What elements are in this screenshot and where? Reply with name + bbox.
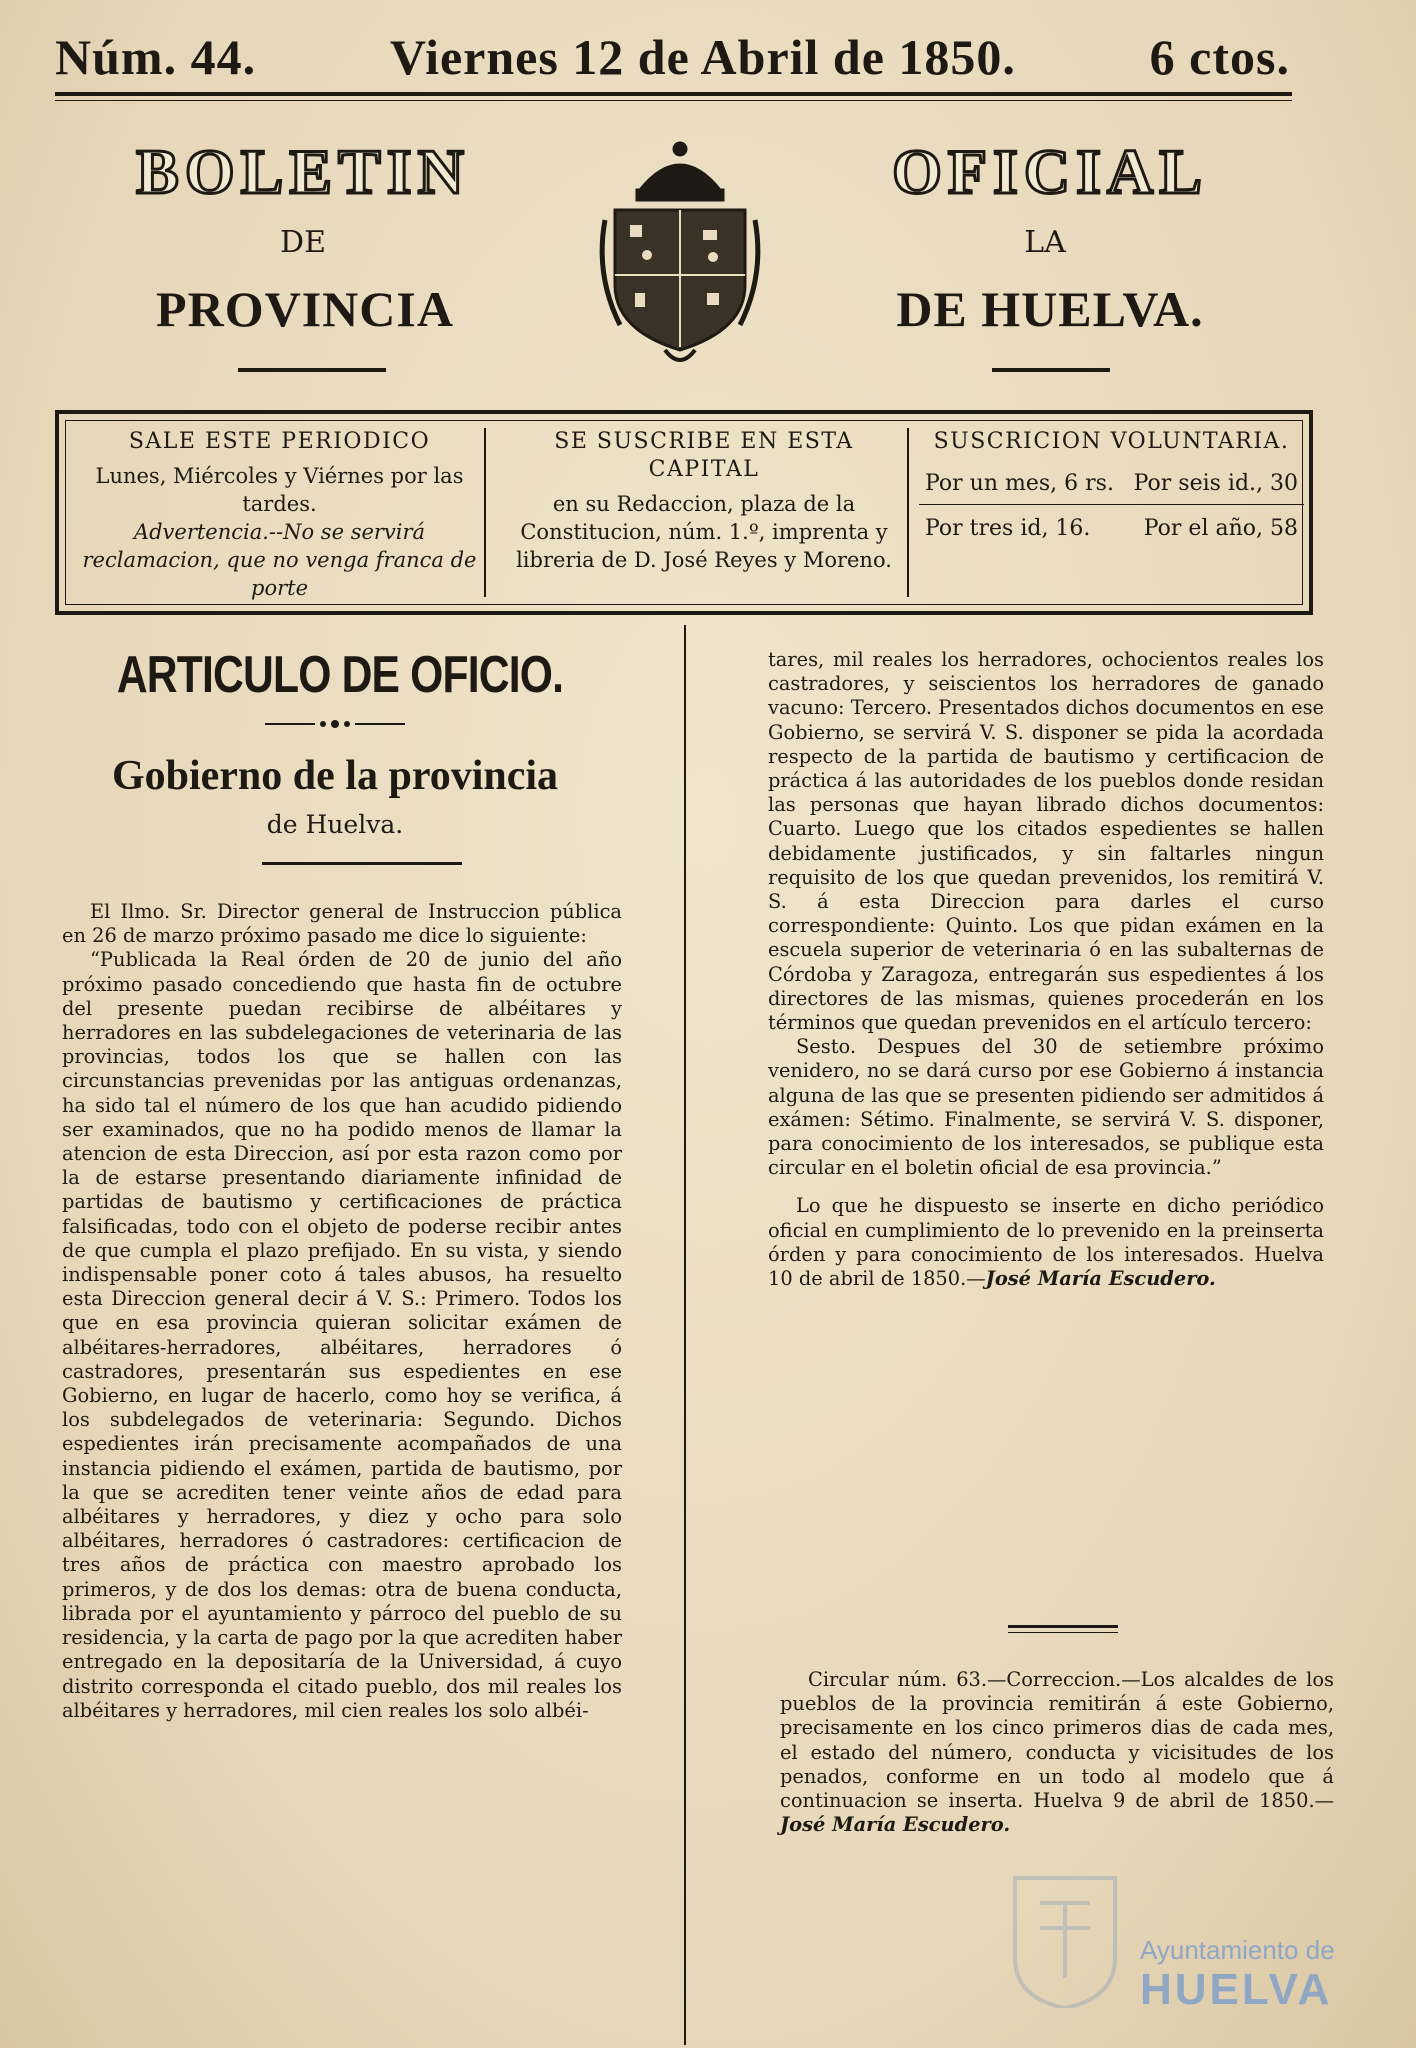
- article-paragraph: El Ilmo. Sr. Director general de Instruccion pública en 26 de marzo próximo pasado me dice lo siguiente:: [62, 900, 622, 948]
- title-oficial: OFICIAL: [892, 136, 1208, 207]
- prices-heading: SUSCRICION VOLUNTARIA.: [933, 429, 1290, 454]
- article-left-column: [62, 900, 622, 1723]
- signature: José María Escudero.: [985, 1267, 1216, 1291]
- article-paragraph: “Publicada la Real órden de 20 de junio del año próximo pasado concediendo que hasta fin de octubre del presente puedan recibirse de albéitares y herradores en las subdelegaciones de veterinaria de las provincias, todos los que se hallen con las circunstancias prevenidas por las antiguas ordenanzas, ha sido tal el número de los que han acudido pidiendo ser examinados, que no ha podido menos de llamar la atencion de esta Direccion, así por esta razon como por la de estarse presentando diariamente infinidad de partidas de bautismo y certificaciones de práctica falsificadas, todo con el objeto de poderse recibir antes de que cumpla el plazo prefijado. En su vista, y siendo indispensable poner coto á tales abusos, ha resuelto esta Direccion general decir á V. S.: Primero. Todos los que en esa provincia quieran solicitar exámen de albéitares-herradores, albéitares, herradores ó castradores, presentarán sus espedientes en ese Gobierno, en lugar de hacerlo, como hoy se verifica, á los subdelegados de veterinaria: Segundo. Dichos espedientes irán precisamente acompañados de una instancia pidiendo el exámen, partida de bautismo, por la que se acrediten tener veinte años de edad para albéitares y herradores, y diez y ocho para solo albéitares, herradores ó castradores: certificacion de tres años de práctica con maestro aprobado los primeros, y de dos los demas: otra de buena conducta, librada por el ayuntamiento y párroco del pueblo de su residencia, y la carta de pago por la que acrediten haber entregado en la depositaría de la Universidad, á cuyo distrito corresponda el citado pueblo, dos mil reales los albéitares y herradores, mil cien reales los solo albéi-: [62, 948, 622, 1722]
- article-paragraph: tares, mil reales los herradores, ochocientos reales los castradores, y seiscientos los herradores de ganado vacuno: Tercero. Presentados dichos documentos en ese Gobierno, se servirá V. S. disponer se pida la acordada respecto de la partida de bautismo y certificacion de práctica á las autoridades de los pueblos donde residan las personas que hayan librado dichos documentos: Cuarto. Luego que los citados espedientes se hallen debidamente justificados, y sin faltarles ningun requisito de los que quedan prevenidos, los remitirá V. S. á esta Direccion para darles el curso correspondiente: Quinto. Los que pidan exámen en la escuela superior de veterinaria ó en las subalternas de Córdoba y Zaragoza, entregarán sus espedientes á los directores de las mismas, quienes procederán en los términos que quedan prevenidos en el artículo tercero:: [768, 648, 1324, 1035]
- title-de: DE: [280, 225, 326, 260]
- publication-schedule: [77, 428, 482, 602]
- issue-price: 6 ctos.: [1149, 29, 1290, 85]
- masthead-rule: [55, 92, 1292, 101]
- box-divider-2: [907, 428, 909, 597]
- schedule-days: Lunes, Miércoles y Viérnes por las tardes.: [95, 464, 464, 516]
- schedule-warning: Advertencia.--No se servirá reclamacion, que no venga franca de porte: [82, 520, 477, 600]
- box-divider-1: [484, 428, 486, 597]
- title-la: LA: [1024, 225, 1066, 260]
- title-boletin: BOLETIN: [136, 136, 470, 207]
- watermark-line-1: Ayuntamiento de: [1140, 1935, 1335, 1965]
- price-divider: [919, 504, 1304, 505]
- place-heading: SE SUSCRIBE EN ESTA CAPITAL: [554, 429, 854, 482]
- heading-rule: [262, 862, 462, 865]
- title-underline-left: [238, 368, 386, 372]
- circular-notice: [780, 1668, 1334, 1837]
- price-three-months: Por tres id, 16.: [925, 516, 1091, 541]
- section-title: ARTICULO DE OFICIO.: [116, 646, 564, 704]
- subscription-place: [504, 428, 904, 574]
- issue-number: Núm. 44.: [55, 29, 257, 85]
- watermark-line-2: HUELVA: [1140, 1965, 1333, 2014]
- title-provincia: PROVINCIA: [156, 281, 454, 337]
- price-six-months: Por seis id., 30: [1133, 471, 1298, 496]
- government-subheading: de Huelva.: [266, 810, 404, 839]
- article-paragraph: Sesto. Despues del 30 de setiembre próximo venidero, no se dará curso por ese Gobierno á instancia alguna de las que se presenten pidiendo ser admitidos á exámen: Sétimo. Finalmente, se servirá V. S. disponer, para conocimiento de los interesados, se publique esta circular en el boletin oficial de esa provincia.”: [768, 1035, 1324, 1180]
- place-text: en su Redaccion, plaza de la Constitucion, núm. 1.º, imprenta y libreria de D. José Reyes y Moreno.: [516, 492, 892, 572]
- title-underline-right: [992, 368, 1110, 372]
- article-end-rule: [1008, 1625, 1118, 1633]
- circular-paragraph: [780, 1668, 1334, 1837]
- price-row: [919, 507, 1304, 547]
- subscription-box: [55, 410, 1313, 615]
- column-divider: [684, 625, 686, 2045]
- article-paragraph: [768, 1194, 1324, 1291]
- price-row: [919, 462, 1304, 502]
- title-de-huelva: DE HUELVA.: [896, 281, 1204, 337]
- subscription-prices: [919, 428, 1304, 547]
- royal-crest-icon: [595, 135, 765, 365]
- price-year: Por el año, 58: [1143, 516, 1298, 541]
- price-one-month: Por un mes, 6 rs.: [925, 471, 1114, 496]
- schedule-heading: SALE ESTE PERIODICO: [128, 429, 431, 454]
- article-right-column: [768, 648, 1324, 1291]
- ornament-divider-icon: [265, 718, 405, 730]
- masthead: [55, 22, 1290, 92]
- issue-date: Viernes 12 de Abril de 1850.: [389, 29, 1016, 85]
- closing-text: Lo que he dispuesto se inserte en dicho periódico oficial en cumplimiento de lo prevenido en la preinserta órden y para conocimiento de los interesados. Huelva 10 de abril de 1850.—: [768, 1194, 1324, 1291]
- government-heading: Gobierno de la provincia: [111, 753, 559, 799]
- signature: José María Escudero.: [780, 1813, 1011, 1837]
- circular-text: Circular núm. 63.—Correccion.—Los alcaldes de los pueblos de la provincia remitirán á este Gobierno, precisamente en los cinco primeros dias de cada mes, el estado del número, conducta y vicisitudes de los penados, conforme en un todo al modelo que á continuacion se inserta. Huelva 9 de abril de 1850.—: [780, 1668, 1334, 1813]
